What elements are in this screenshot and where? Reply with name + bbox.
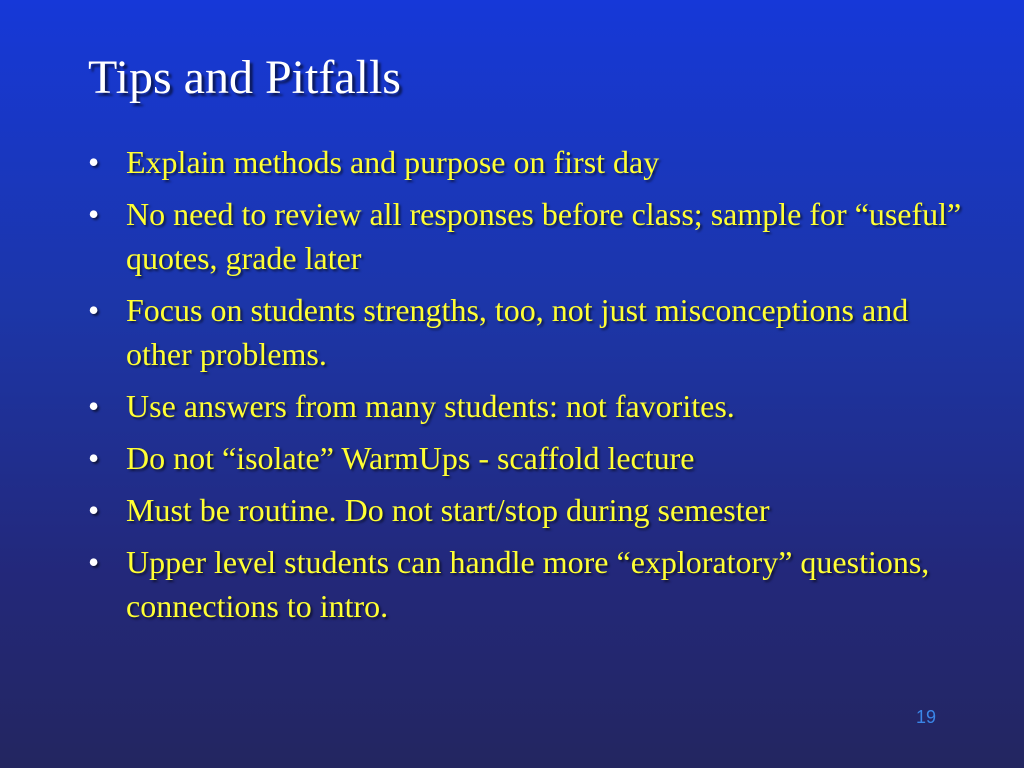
bullet-point-icon: • [88,388,100,424]
bullet-item [88,436,968,480]
bullet-point-icon: • [88,144,100,180]
bullet-item [88,192,968,280]
bullet-text: Must be routine. Do not start/stop during semester [126,492,770,528]
bullet-item [88,488,968,532]
bullet-point-icon: • [88,544,100,580]
bullet-item [88,140,968,184]
bullet-text: Explain methods and purpose on first day [126,144,660,180]
bullet-item [88,540,968,628]
bullet-text: Focus on students strengths, too, not just misconceptions and other problems. [126,292,909,372]
bullet-text: No need to review all responses before class; sample for “useful” quotes, grade later [126,196,962,276]
slide-title: Tips and Pitfalls [88,51,401,104]
bullet-text: Use answers from many students: not favorites. [126,388,735,424]
bullet-text: Do not “isolate” WarmUps - scaffold lecture [126,440,695,476]
bullet-list [88,140,968,636]
bullet-point-icon: • [88,492,100,528]
bullet-point-icon: • [88,292,100,328]
bullet-item [88,384,968,428]
bullet-point-icon: • [88,440,100,476]
bullet-item [88,288,968,376]
slide-number: 19 [915,707,936,727]
bullet-text: Upper level students can handle more “exploratory” questions, connections to intro. [126,544,930,624]
bullet-point-icon: • [88,196,100,232]
